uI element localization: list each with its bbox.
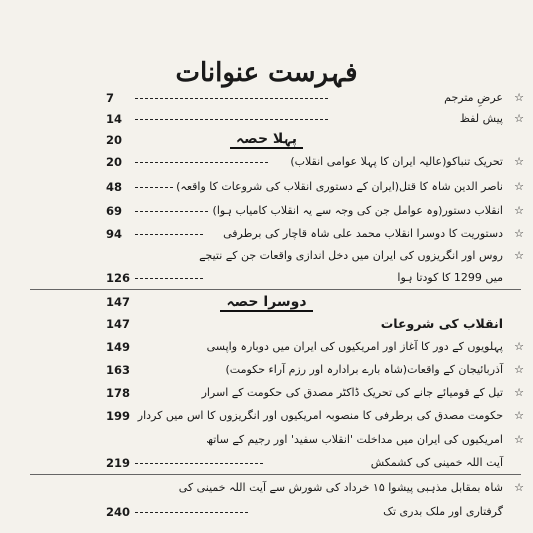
section-title: انقلاب کی شروعات	[380, 316, 503, 331]
entry-title: پہلویوں کے دور کا آغاز اور امریکیوں کی ایران میں دوبارہ واپسی	[206, 340, 503, 353]
page-number: 94	[106, 227, 123, 241]
toc-row[interactable]	[0, 224, 533, 244]
entry-title: آیت اللہ خمینی کی کشمکش	[370, 456, 503, 469]
page-number: 199	[106, 409, 131, 423]
page-number: 126	[106, 271, 131, 285]
page-number: 7	[106, 91, 115, 105]
leader-dots	[135, 234, 203, 235]
part-one-heading	[0, 128, 533, 150]
page-number: 219	[106, 456, 131, 470]
entry-title: عرضِ مترجم	[444, 91, 503, 104]
leader-dots	[135, 211, 208, 212]
toc-row[interactable]	[0, 430, 533, 450]
leader-dots	[135, 512, 248, 513]
entry-title: روس اور انگریزوں کی ایران میں دخل اندازی واقعات جن کے نتیجے	[199, 249, 503, 262]
star-icon: ☆	[514, 409, 524, 422]
toc-row[interactable]	[0, 360, 533, 380]
toc-row[interactable]	[0, 383, 533, 403]
leader-dots	[135, 278, 203, 279]
star-icon: ☆	[514, 433, 524, 446]
star-icon: ☆	[514, 204, 524, 217]
page-number: 163	[106, 363, 131, 377]
star-icon: ☆	[514, 91, 524, 104]
star-icon: ☆	[514, 363, 524, 376]
page-number: 149	[106, 340, 131, 354]
entry-title: ناصر الدین شاہ کا قتل(ایران کے دستوری انقلاب کی شروعات کا واقعہ)	[176, 180, 503, 193]
star-icon: ☆	[514, 386, 524, 399]
leader-dots	[135, 187, 173, 188]
entry-title: تیل کے قومیائے جانے کی تحریک ڈاکٹر مصدق کی حکومت کے اسرار	[201, 386, 503, 399]
toc-row[interactable]	[0, 88, 533, 108]
toc-row[interactable]	[0, 152, 533, 172]
page-number: 147	[106, 295, 131, 309]
entry-title: تحریک تنباکو(عالیہ ایران کا پہلا عوامی انقلاب)	[290, 155, 503, 168]
star-icon: ☆	[514, 180, 524, 193]
leader-dots	[135, 162, 268, 163]
divider	[30, 289, 521, 290]
page-number: 14	[106, 112, 123, 126]
page-number: 147	[106, 317, 131, 331]
toc-row[interactable]	[0, 177, 533, 197]
leader-dots	[135, 463, 263, 464]
page-number: 240	[106, 505, 131, 519]
star-icon: ☆	[514, 155, 524, 168]
entry-title: آذربائیجان کے واقعات(شاہ بارے برادارہ اور رزم آراء حکومت)	[225, 363, 503, 376]
part-two-heading-text: دوسرا حصہ	[220, 294, 312, 312]
toc-row-continuation[interactable]	[0, 453, 533, 473]
star-icon: ☆	[514, 249, 524, 262]
toc-row[interactable]	[0, 478, 533, 498]
entry-title: امریکیوں کی ایران میں مداخلت 'انقلاب سفید' اور رجیم کے ساتھ	[206, 433, 503, 446]
page-number: 20	[106, 133, 123, 147]
leader-dots	[135, 119, 328, 120]
toc-row-continuation[interactable]	[0, 268, 533, 288]
section-row[interactable]	[0, 314, 533, 334]
divider	[30, 474, 521, 475]
toc-row[interactable]	[0, 406, 533, 426]
entry-title: انقلاب دستور(وہ عوامل جن کی وجہ سے یہ انقلاب کامیاب ہوا)	[212, 204, 503, 217]
star-icon: ☆	[514, 340, 524, 353]
toc-row[interactable]	[0, 109, 533, 129]
entry-title: گرفتاری اور ملک بدری تک	[383, 505, 503, 518]
part-two-heading	[0, 291, 533, 313]
entry-title: دستوریت کا دوسرا انقلاب محمد علی شاہ قاچار کی برطرفی	[223, 227, 503, 240]
entry-title: حکومت مصدق کی برطرفی کا منصوبہ امریکیوں اور انگریزوں کا اس میں کردار	[137, 409, 503, 422]
toc-row[interactable]	[0, 337, 533, 357]
toc-row-continuation[interactable]	[0, 502, 533, 522]
page-number: 69	[106, 204, 123, 218]
entry-title: پیش لفظ	[459, 112, 503, 125]
star-icon: ☆	[514, 481, 524, 494]
star-icon: ☆	[514, 112, 524, 125]
page-number: 48	[106, 180, 123, 194]
toc-row[interactable]	[0, 201, 533, 221]
part-one-heading-text: پہلا حصہ	[230, 131, 303, 149]
page-number: 178	[106, 386, 131, 400]
leader-dots	[135, 98, 328, 99]
page-number: 20	[106, 155, 123, 169]
toc-row[interactable]	[0, 246, 533, 266]
page-title: فہرست عنوانات	[175, 58, 358, 88]
entry-title: شاہ بمقابل مذہبی پیشوا ۱۵ خرداد کی شورش سے آیت اللہ خمینی کی	[178, 481, 503, 494]
entry-title: میں 1299 کا کودتا ہوا	[397, 271, 503, 284]
star-icon: ☆	[514, 227, 524, 240]
